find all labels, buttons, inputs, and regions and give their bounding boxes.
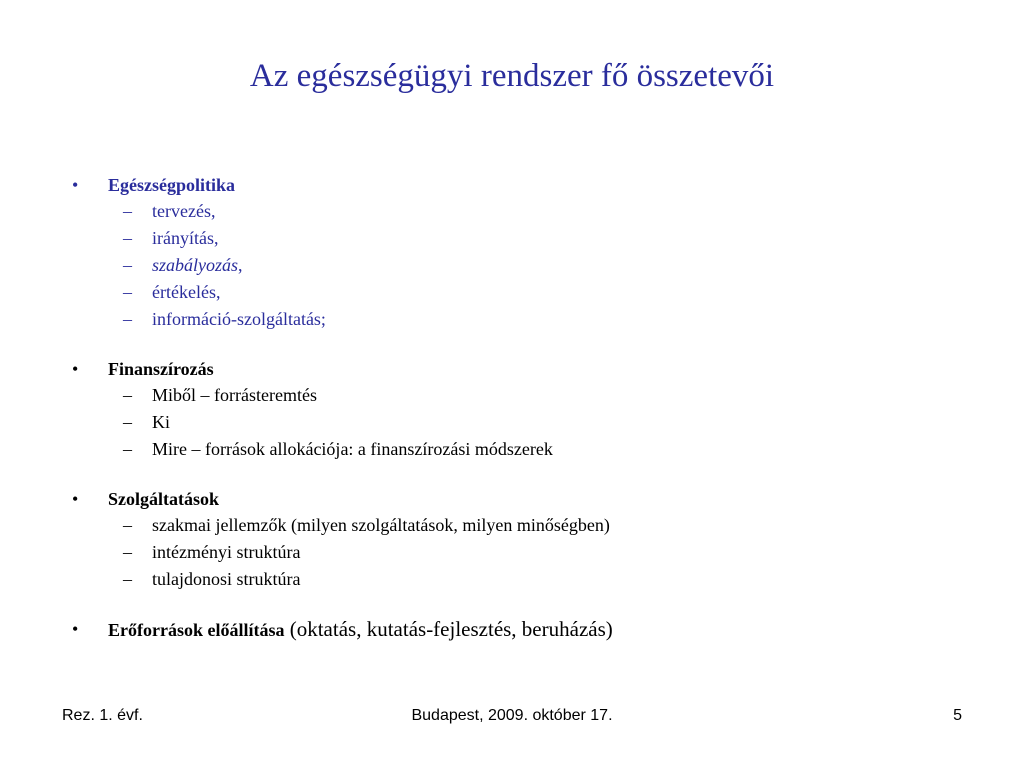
bullet-heading-label: Erőforrások előállítása <box>108 620 285 640</box>
dash-icon: – <box>123 515 132 535</box>
dash-icon: – <box>123 282 132 302</box>
list-item <box>72 382 972 409</box>
list-item-emphasis: szabályozás <box>152 255 239 275</box>
list-item-text: Miből – forrásteremtés <box>152 385 317 405</box>
bullet-heading-label: Finanszírozás <box>108 359 214 379</box>
dash-icon: – <box>123 255 132 275</box>
list-item-text: tervezés, <box>152 201 216 221</box>
dash-icon: – <box>123 228 132 248</box>
list-item <box>72 436 972 463</box>
bullet-icon: • <box>72 489 79 509</box>
slide-title: Az egészségügyi rendszer fő összetevői <box>249 58 775 94</box>
dash-icon: – <box>123 385 132 405</box>
section-finanszirozas <box>72 356 972 463</box>
dash-icon: – <box>123 412 132 432</box>
list-item-text: információ-szolgáltatás; <box>152 309 326 329</box>
list-item-suffix: , <box>238 255 243 275</box>
list-item <box>72 198 972 225</box>
list-item <box>72 566 972 593</box>
list-item-text: értékelés, <box>152 282 221 302</box>
list-item <box>72 306 972 333</box>
bullet-heading-label: Szolgáltatások <box>108 489 220 509</box>
dash-icon: – <box>123 439 132 459</box>
footer-date-location: Budapest, 2009. október 17. <box>411 707 613 724</box>
dash-icon: – <box>123 542 132 562</box>
section-szolgaltatasok <box>72 486 972 593</box>
dash-icon: – <box>123 569 132 589</box>
list-item-text: Ki <box>152 412 170 432</box>
list-item-text: intézményi struktúra <box>152 542 301 562</box>
list-item <box>72 225 972 252</box>
bullet-heading-rest: (oktatás, kutatás-fejlesztés, beruházás) <box>284 617 613 641</box>
bullet-heading-label: Egészségpolitika <box>108 175 236 195</box>
bullet-heading <box>72 356 972 382</box>
dash-icon: – <box>123 309 132 329</box>
list-item <box>72 512 972 539</box>
list-item <box>72 539 972 566</box>
bullet-icon: • <box>72 175 79 195</box>
list-item <box>72 409 972 436</box>
list-item <box>72 279 972 306</box>
list-item-text: Mire – források allokációja: a finanszírozási módszerek <box>152 439 553 459</box>
list-item <box>72 252 972 279</box>
bullet-icon: • <box>72 619 79 639</box>
footer-course-label: Rez. 1. évf. <box>62 707 143 724</box>
bullet-heading <box>72 616 972 643</box>
list-item-text: tulajdonosi struktúra <box>152 569 301 589</box>
dash-icon: – <box>123 201 132 221</box>
list-item-text: szakmai jellemzők (milyen szolgáltatások, milyen minőségben) <box>152 515 610 535</box>
section-eroforrasok <box>72 616 972 643</box>
bullet-heading <box>72 486 972 512</box>
bullet-icon: • <box>72 359 79 379</box>
list-item-text: irányítás, <box>152 228 219 248</box>
section-egeszsegpolitika <box>72 172 972 333</box>
bullet-heading <box>72 172 972 198</box>
footer-page-number: 5 <box>953 707 962 724</box>
slide-content <box>72 172 972 643</box>
